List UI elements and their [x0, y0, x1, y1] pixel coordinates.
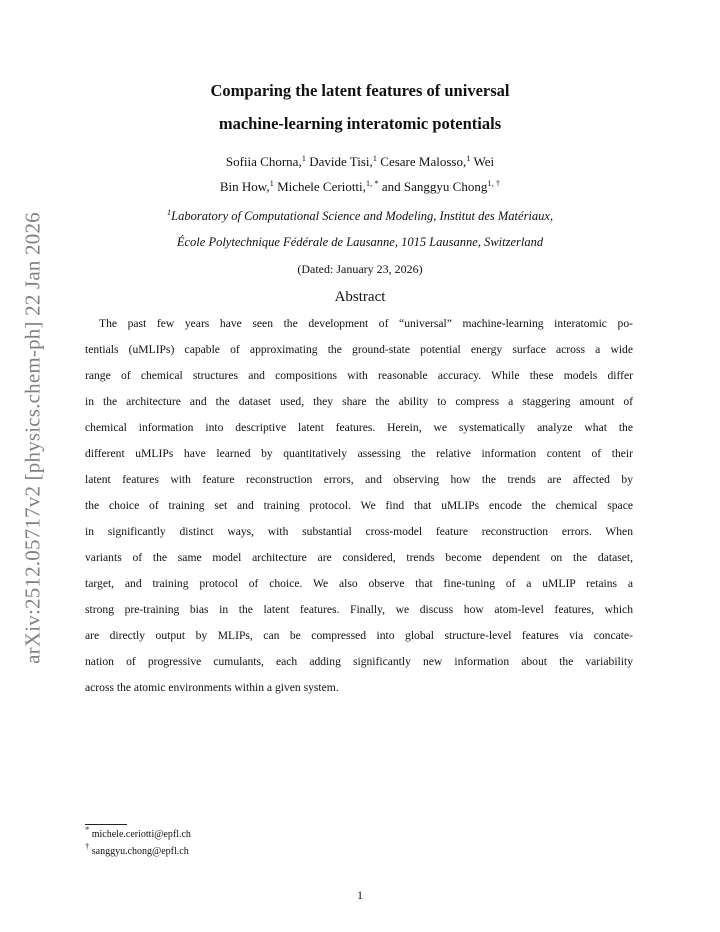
abstract-line: strong pre-training bias in the latent features. Finally, we discuss how atom-level features, which	[85, 603, 633, 616]
author-affiliation-mark: 1	[269, 178, 274, 188]
footnote-text: michele.ceriotti@epfl.ch	[91, 829, 191, 840]
abstract-line: the choice of training set and training protocol. We find that uMLIPs encode the chemical space	[85, 499, 633, 512]
abstract-line: variants of the same model architecture are considered, trends become dependent on the dataset,	[85, 551, 633, 564]
abstract-line: are directly output by MLIPs, can be compressed into global structure-level features via concate-	[85, 629, 633, 642]
author-name: Michele Ceriotti,	[277, 179, 366, 194]
abstract-line: in the architecture and the dataset used, they share the ability to compress a staggering amount of	[85, 395, 633, 408]
footnote-email-chong	[85, 841, 189, 857]
abstract-line: tentials (uMLIPs) capable of approximating the ground-state potential energy surface across a wide	[85, 343, 633, 356]
abstract-line: latent features with feature reconstruction errors, and observing how the trends are affected by	[85, 473, 633, 486]
author-affiliation-mark: 1	[301, 153, 306, 163]
author-name: Bin How,	[219, 179, 270, 194]
footnote-text: sanggyu.chong@epfl.ch	[91, 846, 189, 857]
author-list-line-1	[80, 154, 640, 170]
abstract-line: The past few years have seen the development of “universal” machine-learning interatomic po-	[99, 317, 633, 330]
abstract-line: chemical information into descriptive latent features. Herein, we systematically analyze what the	[85, 421, 633, 434]
author-name: and Sanggyu Chong	[381, 179, 488, 194]
author-affiliation-mark: 1	[466, 153, 471, 163]
paper-title-line-1: Comparing the latent features of universal	[210, 81, 510, 100]
footnote-rule	[85, 824, 127, 825]
affiliation-text: Laboratory of Computational Science and Modeling, Institut des Matériaux,	[171, 209, 554, 223]
dated-line: (Dated: January 23, 2026)	[297, 262, 423, 276]
author-name: Cesare Malosso,	[380, 154, 467, 169]
author-affiliation-mark: 1, *	[365, 178, 379, 188]
abstract-line: nation of progressive cumulants, each adding significantly new information about the variability	[85, 655, 633, 668]
abstract-line: different uMLIPs have learned by quantitatively assessing the relative information content of their	[85, 447, 633, 460]
abstract-line: target, and training protocol of choice. We also observe that fine-tuning of a uMLIP retains a	[85, 577, 633, 590]
affiliation-mark: 1	[166, 207, 172, 217]
author-name: Sofiia Chorna,	[225, 154, 302, 169]
footnote-mark: *	[85, 824, 90, 834]
affiliation-line-2: École Polytechnique Fédérale de Lausanne, 1015 Lausanne, Switzerland	[176, 235, 544, 249]
affiliation-line-1	[80, 209, 640, 224]
page-number: 1	[357, 888, 363, 902]
abstract-line: in significantly distinct ways, with substantial cross-model feature reconstruction errors. When	[85, 525, 633, 538]
arxiv-identifier-text: arXiv:2512.05717v2 [physics.chem-ph] 22 Jan 2026	[20, 211, 45, 664]
abstract-heading: Abstract	[334, 289, 386, 305]
abstract-line: across the atomic environments within a given system.	[85, 681, 339, 694]
footnote-email-ceriotti	[85, 824, 191, 840]
footnote-mark: †	[85, 841, 90, 851]
author-affiliation-mark: 1, †	[487, 178, 501, 188]
author-name: Davide Tisi,	[309, 154, 373, 169]
author-affiliation-mark: 1	[372, 153, 378, 163]
author-name: Wei	[473, 154, 495, 169]
abstract-line: range of chemical structures and compositions with reasonable accuracy. While these models differ	[85, 369, 633, 382]
author-list-line-2	[80, 179, 640, 195]
paper-title-line-2: machine-learning interatomic potentials	[218, 114, 502, 133]
